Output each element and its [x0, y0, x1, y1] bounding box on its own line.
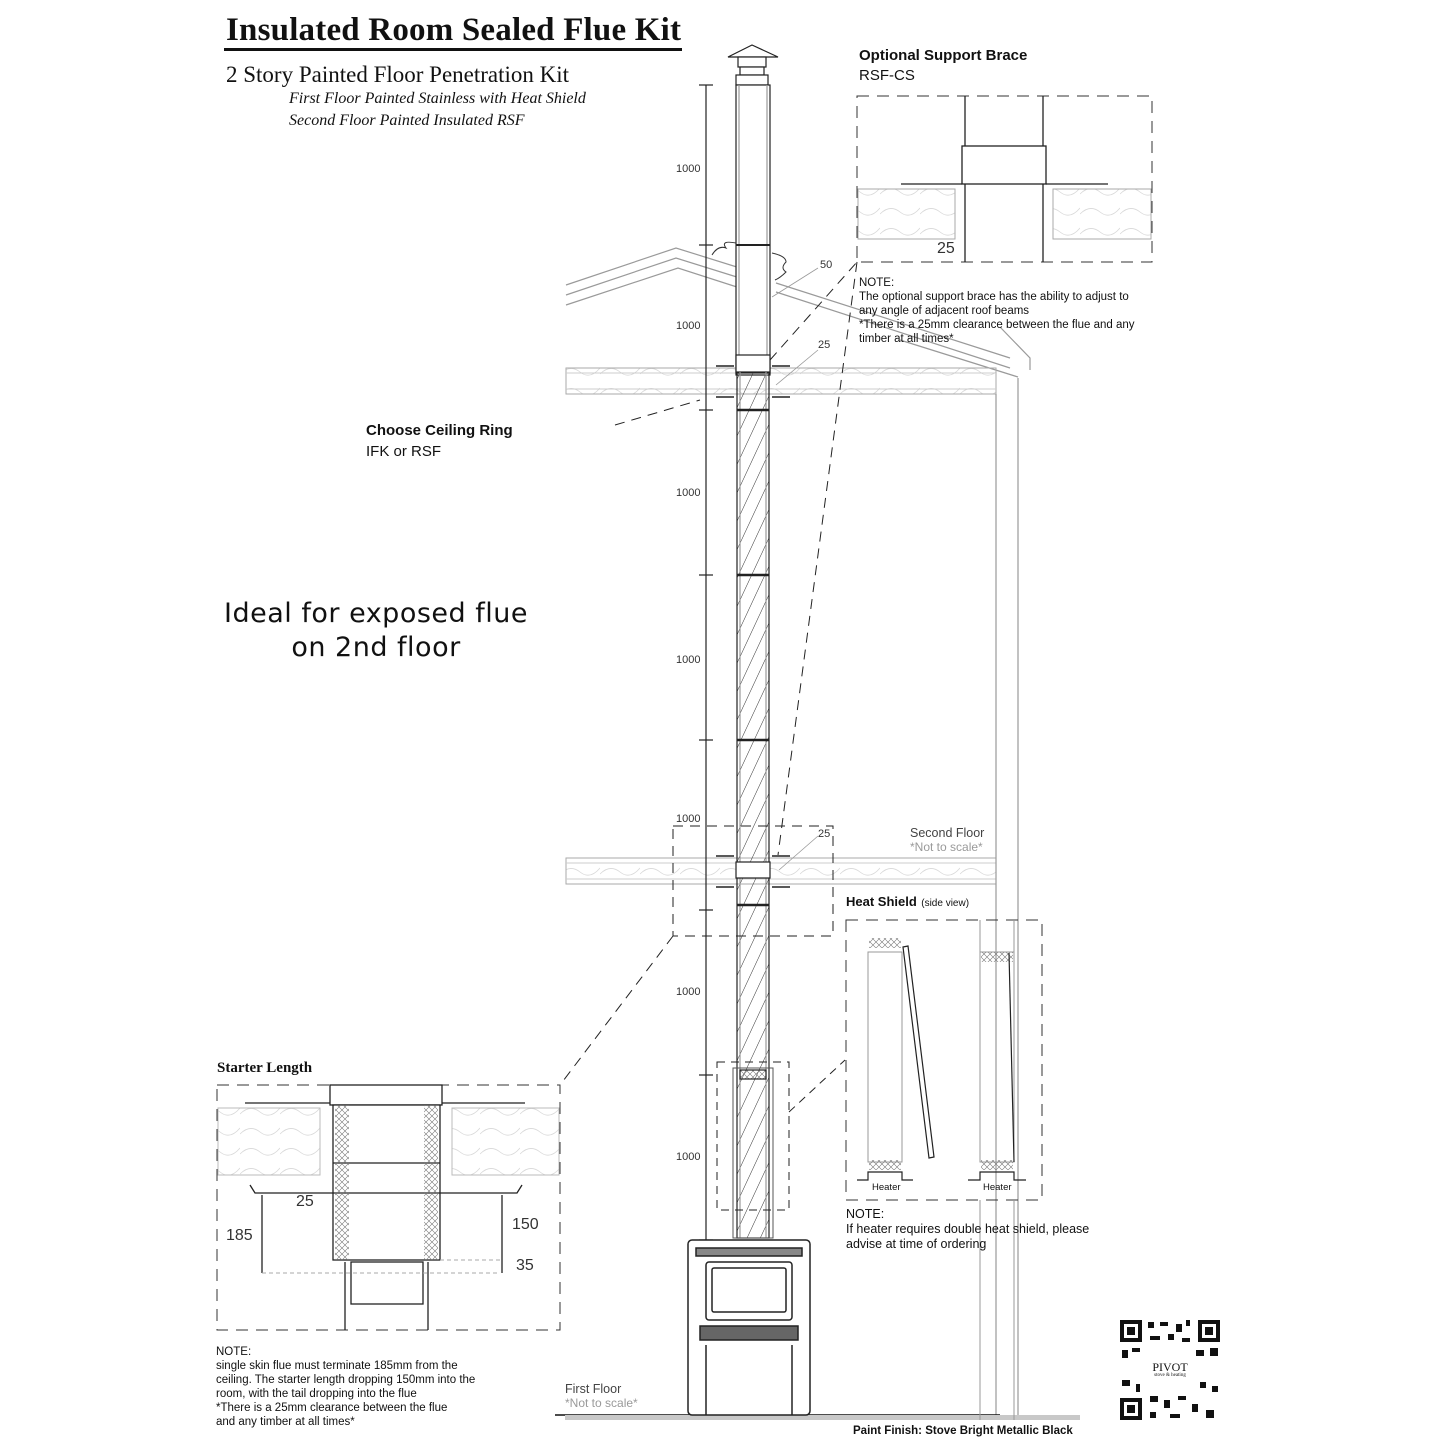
subtitle-first-floor: First Floor Painted Stainless with Heat Shield [289, 90, 586, 107]
note-line: *There is a 25mm clearance between the flue and any [859, 319, 1135, 331]
heat-shield-view-note: (side view) [921, 898, 970, 909]
ceiling-ring-label: Choose Ceiling Ring [366, 422, 513, 439]
heater-label-left: Heater [872, 1182, 901, 1193]
note-line: advise at time of ordering [846, 1237, 987, 1251]
note-heading: NOTE: [216, 1346, 252, 1358]
dimension-label: 1000 [676, 1151, 701, 1163]
brace-clearance-dim: 25 [937, 240, 955, 257]
callout-line-1: Ideal for exposed flue [224, 598, 528, 629]
handwritten-callout [216, 597, 536, 665]
paint-finish-label: Paint Finish: Stove Bright Metallic Black [853, 1425, 1073, 1437]
subtitle-second-floor: Second Floor Painted Insulated RSF [289, 112, 525, 129]
heat-shield-title-text: Heat Shield [846, 894, 917, 909]
qr-brand-logo [1142, 1361, 1198, 1379]
second-floor-clearance-label: 25 [818, 828, 831, 840]
starter-150-dim: 150 [512, 1216, 539, 1233]
support-brace-code: RSF-CS [859, 67, 915, 84]
note-line: The optional support brace has the ability to adjust to [859, 291, 1129, 303]
note-line: single skin flue must terminate 185mm from the [216, 1360, 458, 1372]
note-line: any angle of adjacent roof beams [859, 305, 1030, 317]
note-line: timber at all times* [859, 333, 954, 345]
brand-tagline: stove & heating [1154, 1373, 1186, 1378]
note-line: and any timber at all times* [216, 1416, 355, 1428]
support-brace-note [859, 276, 1135, 346]
support-brace-title: Optional Support Brace [859, 47, 1028, 64]
starter-185-dim: 185 [226, 1227, 253, 1244]
callout-line-2: on 2nd floor [291, 632, 461, 663]
note-line: If heater requires double heat shield, please [846, 1222, 1090, 1236]
dimension-label: 1000 [676, 320, 701, 332]
ceiling-clearance-label: 25 [818, 339, 831, 351]
brand-name: PIVOT [1152, 1360, 1188, 1374]
second-floor-label: Second Floor [910, 826, 985, 840]
dimension-label: 1000 [676, 163, 701, 175]
starter-length-title: Starter Length [217, 1060, 313, 1076]
title-underline [224, 48, 682, 51]
starter-length-note [216, 1345, 475, 1429]
starter-35-dim: 35 [516, 1257, 534, 1274]
second-floor-scale-note: *Not to scale* [910, 840, 983, 854]
note-line: *There is a 25mm clearance between the flue [216, 1402, 448, 1414]
first-floor-label: First Floor [565, 1382, 622, 1396]
roof-clearance-label: 50 [820, 259, 833, 271]
kit-subtitle: 2 Story Painted Floor Penetration Kit [226, 62, 570, 87]
heater-label-right: Heater [983, 1182, 1012, 1193]
note-line: ceiling. The starter length dropping 150mm into the [216, 1374, 476, 1386]
first-floor-scale-note: *Not to scale* [565, 1396, 638, 1410]
note-line: room, with the tail dropping into the flue [216, 1388, 417, 1400]
heat-shield-title [846, 893, 969, 911]
ceiling-ring-options: IFK or RSF [366, 443, 442, 460]
dimension-label: 1000 [676, 654, 701, 666]
heat-shield-note [846, 1207, 1089, 1252]
note-heading: NOTE: [859, 277, 895, 289]
dimension-label: 1000 [676, 813, 701, 825]
page-title: Insulated Room Sealed Flue Kit [226, 12, 682, 48]
starter-clearance-dim: 25 [296, 1193, 314, 1210]
note-heading: NOTE: [846, 1207, 885, 1221]
dimension-label: 1000 [676, 487, 701, 499]
dimension-label: 1000 [676, 986, 701, 998]
